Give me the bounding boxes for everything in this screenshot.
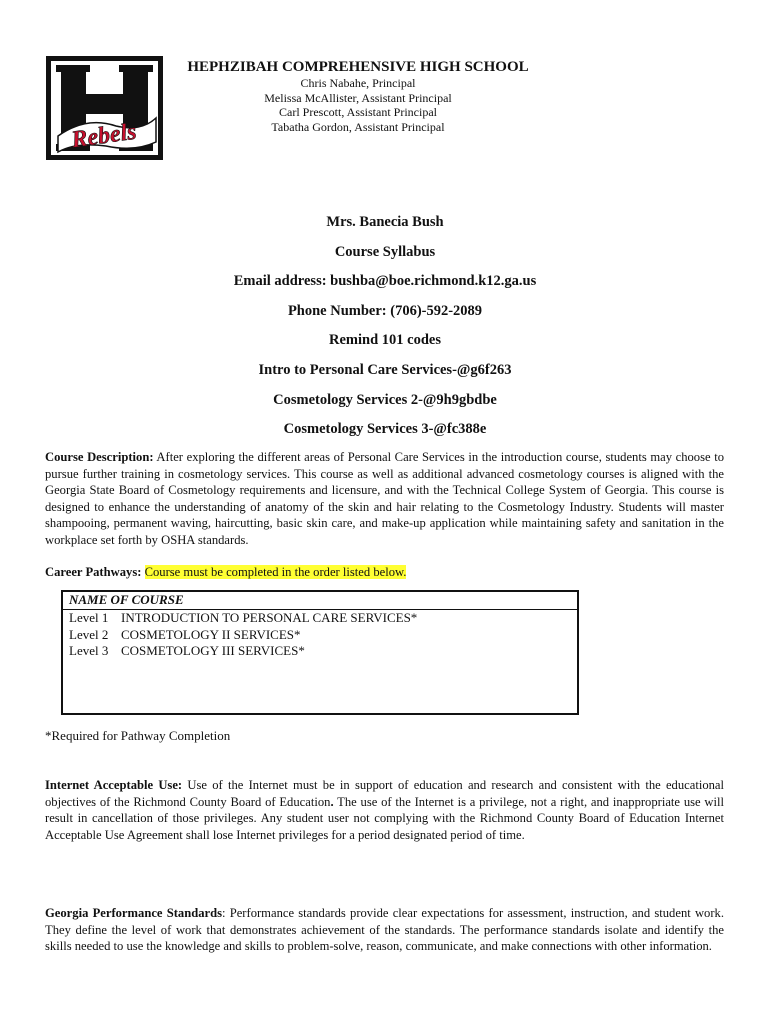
performance-standards-label: Georgia Performance Standards	[45, 906, 222, 920]
row-level: Level 1	[69, 610, 109, 625]
career-pathways-highlight: Course must be completed in the order listed below.	[144, 565, 407, 579]
row-course: COSMETOLOGY III SERVICES*	[121, 643, 305, 658]
table-row	[63, 627, 577, 644]
internet-use	[45, 777, 724, 843]
performance-standards-text: : Performance standards provide clear expectations for assessment, instruction, and student work. They define the level of work that demonstrates achievement of the standards. The performance standards isolate and identify the skills needed to use the knowledge and skills to problem-solve, reason, communicate, and make connections with other information.	[45, 906, 724, 954]
performance-standards	[45, 905, 724, 955]
staff-assistant-2: Carl Prescott, Assistant Principal	[279, 105, 437, 119]
remind-heading: Remind 101 codes	[329, 332, 441, 349]
internet-use-label: Internet Acceptable Use:	[45, 778, 183, 792]
internet-use-dot: .	[330, 794, 334, 809]
school-logo	[46, 56, 163, 160]
doc-title: Course Syllabus	[334, 243, 436, 260]
career-pathways	[45, 564, 724, 581]
internet-use-text-1: Use of the Internet must be in support of education and research and consistent with the educational objectives of the Richmond County Board of Education	[45, 778, 725, 809]
career-pathways-label: Career Pathways:	[45, 565, 142, 579]
svg-text:Rebels: Rebels	[69, 118, 139, 154]
pathway-note: *Required for Pathway Completion	[45, 728, 231, 743]
remind-code-cos2: Cosmetology Services 2-@9h9gbdbe	[273, 391, 497, 408]
remind-code-cos3: Cosmetology Services 3-@fc388e	[283, 421, 487, 438]
staff-assistant-1: Melissa McAllister, Assistant Principal	[264, 90, 452, 105]
table-row	[63, 643, 577, 660]
course-description	[45, 449, 724, 549]
school-name: HEPHZIBAH COMPREHENSIVE HIGH SCHOOL	[187, 59, 529, 75]
email-line: Email address: bushba@boe.richmond.k12.ga.us	[233, 273, 537, 290]
row-course: INTRODUCTION TO PERSONAL CARE SERVICES*	[121, 610, 418, 625]
row-level: Level 2	[69, 626, 109, 642]
remind-code-intro: Intro to Personal Care Services-@g6f263	[258, 361, 512, 378]
teacher-info	[0, 212, 770, 449]
row-level: Level 3	[69, 643, 109, 658]
row-course: COSMETOLOGY II SERVICES*	[121, 626, 301, 642]
course-description-label: Course Description:	[45, 450, 154, 464]
phone-line: Phone Number: (706)-592-2089	[287, 302, 483, 319]
table-header: NAME OF COURSE	[63, 592, 577, 610]
school-header	[150, 58, 566, 134]
course-description-text: After exploring the different areas of Personal Care Services in the introduction course, students may choose to pursue further training in cosmetology services. This course as well as additional advanced cosmetology courses is aligned with the Georgia State Board of Cosmetology requirements and licensure, and with the Technical College System of Georgia. This course is designed to enhance the understanding of anatomy of the skin and hair relating to the Cosmetology Industry. Students will master shampooing, permanent waving, haircutting, basic skin care, and make-up application while maintaining safety and sanitation in the workplace set forth by OSHA standards.	[45, 450, 724, 547]
table-row	[63, 610, 577, 627]
teacher-name: Mrs. Banecia Bush	[326, 214, 444, 230]
staff-assistant-3: Tabatha Gordon, Assistant Principal	[271, 119, 445, 134]
internet-use-text-2: The use of the Internet is a privilege, not a right, and inappropriate use will result in cancellation of those privileges. Any student user not complying with the Richmond County Board of Education Internet Acceptable Use Agreement shall lose Internet privileges for a period designated period of time.	[45, 794, 725, 842]
course-table	[61, 590, 579, 715]
staff-principal: Chris Nabahe, Principal	[300, 76, 416, 90]
